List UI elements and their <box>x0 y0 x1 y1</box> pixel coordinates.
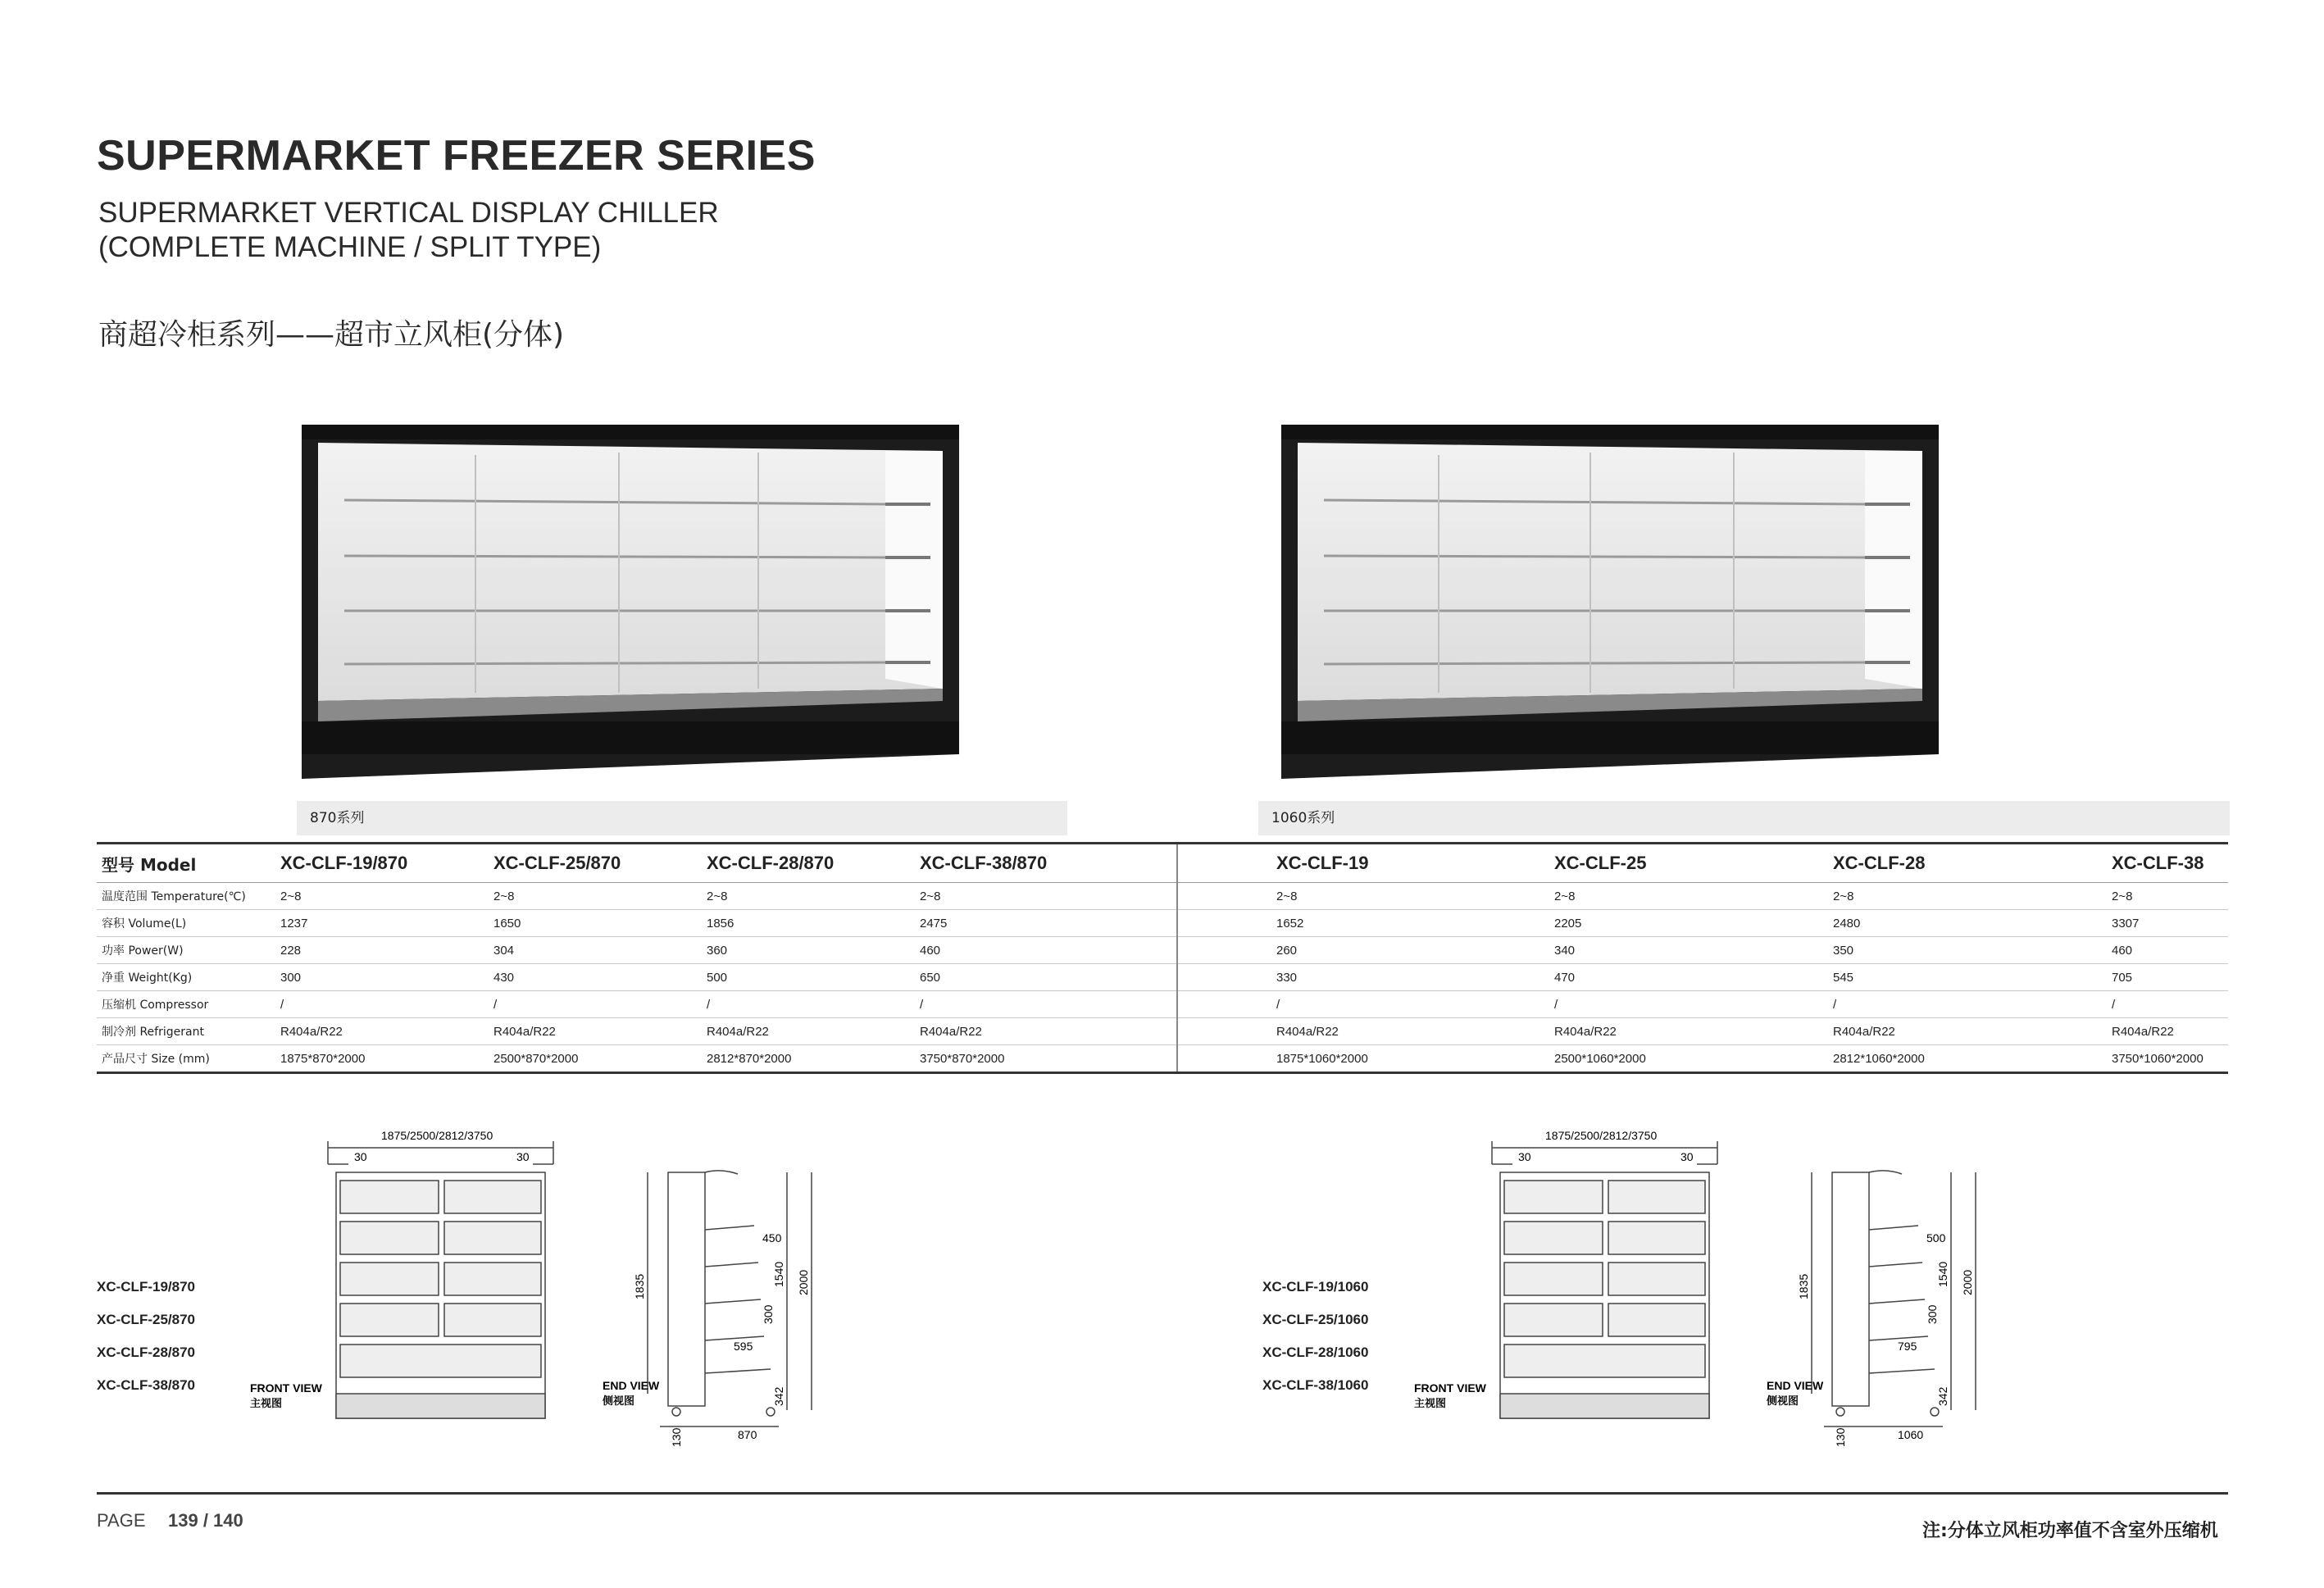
cell: 330 <box>1177 964 1456 991</box>
cell: / <box>1177 991 1456 1018</box>
cell: 3307 <box>2013 910 2228 937</box>
dim-inner-depth: 795 <box>1898 1340 1917 1353</box>
dim-h300: 300 <box>762 1304 775 1324</box>
dim-width-label: 1875/2500/2812/3750 <box>1545 1129 1658 1142</box>
end-view-label: END VIEW <box>1767 1379 1824 1392</box>
table-row-power <box>97 937 2228 964</box>
cell: XC-CLF-28 <box>1735 844 2013 883</box>
cell: 470 <box>1456 964 1735 991</box>
front-view-cn-label: 主视图 <box>1414 1397 1447 1409</box>
dim-h2000: 2000 <box>797 1269 810 1295</box>
cell: 1856 <box>702 910 915 937</box>
row-label-model: 型号 Model <box>97 844 275 883</box>
page-label: PAGE <box>97 1510 146 1531</box>
footer-divider <box>97 1492 2228 1495</box>
model-list-1060 <box>1262 1279 1368 1410</box>
model-label: XC-CLF-25/870 <box>97 1312 195 1327</box>
table-row-size <box>97 1045 2228 1073</box>
chinese-title: 商超冷柜系列——超市立风柜(分体) <box>98 318 565 352</box>
dim-margin-right: 30 <box>516 1150 530 1163</box>
front-view-label: FRONT VIEW <box>250 1381 322 1395</box>
cell: R404a/R22 <box>275 1018 489 1045</box>
cell: XC-CLF-38 <box>2013 844 2228 883</box>
series-bar-1060: 1060系列 <box>1258 801 2230 835</box>
cell: 500 <box>702 964 915 991</box>
cell: 2~8 <box>702 883 915 910</box>
cell: R404a/R22 <box>1456 1018 1735 1045</box>
model-list-870 <box>97 1279 195 1410</box>
dim-inner-depth: 595 <box>734 1340 753 1353</box>
cell: XC-CLF-19 <box>1177 844 1456 883</box>
cell: 2~8 <box>1177 883 1456 910</box>
technical-drawing-1060 <box>1410 1123 2033 1451</box>
cell: 2~8 <box>275 883 489 910</box>
cell: 2~8 <box>1735 883 2013 910</box>
subtitle-line-2: (COMPLETE MACHINE / SPLIT TYPE) <box>98 231 602 263</box>
cell: 1875*1060*2000 <box>1177 1045 1456 1073</box>
model-label: XC-CLF-38/1060 <box>1262 1377 1369 1393</box>
front-view-label: FRONT VIEW <box>1414 1381 1486 1395</box>
table-row-weight <box>97 964 2228 991</box>
cell: XC-CLF-19/870 <box>275 844 489 883</box>
row-label: 制冷剂 Refrigerant <box>97 1018 275 1045</box>
dim-h342: 342 <box>1936 1386 1949 1406</box>
cell: 430 <box>489 964 702 991</box>
dim-shelf-depth: 500 <box>1926 1231 1946 1244</box>
cell: 2500*1060*2000 <box>1456 1045 1735 1073</box>
cell: / <box>702 991 915 1018</box>
cell: XC-CLF-28/870 <box>702 844 915 883</box>
cell: 360 <box>702 937 915 964</box>
cell: R404a/R22 <box>702 1018 915 1045</box>
cell: 304 <box>489 937 702 964</box>
model-label: XC-CLF-25/1060 <box>1262 1312 1369 1327</box>
row-label: 功率 Power(W) <box>97 937 275 964</box>
cell: R404a/R22 <box>915 1018 1177 1045</box>
cell: 3750*870*2000 <box>915 1045 1177 1073</box>
cell: / <box>2013 991 2228 1018</box>
cell: R404a/R22 <box>489 1018 702 1045</box>
cell: XC-CLF-25/870 <box>489 844 702 883</box>
cell: 2~8 <box>915 883 1177 910</box>
page-title: SUPERMARKET FREEZER SERIES <box>97 132 816 180</box>
row-label: 压缩机 Compressor <box>97 991 275 1018</box>
cell: 460 <box>2013 937 2228 964</box>
dim-h342: 342 <box>772 1386 785 1406</box>
model-label: XC-CLF-19/1060 <box>1262 1279 1369 1295</box>
row-label: 净重 Weight(Kg) <box>97 964 275 991</box>
row-label: 产品尺寸 Size (mm) <box>97 1045 275 1073</box>
cell: 340 <box>1456 937 1735 964</box>
dim-total-depth: 1060 <box>1898 1428 1924 1441</box>
dim-h300: 300 <box>1926 1304 1939 1324</box>
end-view-cn-label: 侧视图 <box>1767 1395 1799 1407</box>
table-row-compressor <box>97 991 2228 1018</box>
cell: R404a/R22 <box>2013 1018 2228 1045</box>
cell: / <box>275 991 489 1018</box>
cell: / <box>1456 991 1735 1018</box>
dim-h1835: 1835 <box>1797 1273 1810 1299</box>
page-number: 139 / 140 <box>168 1510 243 1531</box>
dim-h130: 130 <box>1834 1427 1847 1447</box>
series-bar-870: 870系列 <box>297 801 1067 835</box>
product-image-1060 <box>1275 418 1947 787</box>
cell: XC-CLF-38/870 <box>915 844 1177 883</box>
dim-margin-right: 30 <box>1680 1150 1694 1163</box>
dim-h2000: 2000 <box>1961 1269 1974 1295</box>
cell: 1875*870*2000 <box>275 1045 489 1073</box>
cell: 545 <box>1735 964 2013 991</box>
cell: / <box>915 991 1177 1018</box>
table-row-volume <box>97 910 2228 937</box>
cell: 2~8 <box>1456 883 1735 910</box>
model-label: XC-CLF-19/870 <box>97 1279 195 1295</box>
end-view-labels <box>602 1231 810 1447</box>
cell: 350 <box>1735 937 2013 964</box>
cell: R404a/R22 <box>1735 1018 2013 1045</box>
model-label: XC-CLF-28/1060 <box>1262 1345 1369 1360</box>
cell: XC-CLF-25 <box>1456 844 1735 883</box>
table-row-model <box>97 844 2228 883</box>
dim-h130: 130 <box>670 1427 683 1447</box>
cell: 2500*870*2000 <box>489 1045 702 1073</box>
dim-margin-left: 30 <box>354 1150 367 1163</box>
cell: 1652 <box>1177 910 1456 937</box>
spec-table <box>97 842 2228 1074</box>
cell: 460 <box>915 937 1177 964</box>
dim-width-label: 1875/2500/2812/3750 <box>381 1129 493 1142</box>
cell: 2205 <box>1456 910 1735 937</box>
table-row-temperature <box>97 883 2228 910</box>
model-label: XC-CLF-38/870 <box>97 1377 195 1393</box>
dim-h1835: 1835 <box>633 1273 646 1299</box>
cell: / <box>1735 991 2013 1018</box>
dim-total-depth: 870 <box>738 1428 757 1441</box>
cell: / <box>489 991 702 1018</box>
cell: 300 <box>275 964 489 991</box>
cell: 2480 <box>1735 910 2013 937</box>
cell: 3750*1060*2000 <box>2013 1045 2228 1073</box>
dim-h1540: 1540 <box>1936 1261 1949 1287</box>
row-label: 温度范围 Temperature(℃) <box>97 883 275 910</box>
cell: 2475 <box>915 910 1177 937</box>
end-view-labels <box>1766 1231 1974 1447</box>
model-label: XC-CLF-28/870 <box>97 1345 195 1360</box>
cell: 2812*1060*2000 <box>1735 1045 2013 1073</box>
product-image-870 <box>295 418 967 787</box>
end-view-cn-label: 侧视图 <box>603 1395 635 1407</box>
cell: 1237 <box>275 910 489 937</box>
dim-shelf-depth: 450 <box>762 1231 782 1244</box>
dim-margin-left: 30 <box>1518 1150 1531 1163</box>
cell: 2~8 <box>2013 883 2228 910</box>
cell: 260 <box>1177 937 1456 964</box>
cell: 228 <box>275 937 489 964</box>
cell: 650 <box>915 964 1177 991</box>
cell: R404a/R22 <box>1177 1018 1456 1045</box>
end-view-label: END VIEW <box>603 1379 660 1392</box>
table-row-refrigerant <box>97 1018 2228 1045</box>
technical-drawing-870 <box>246 1123 869 1451</box>
cell: 1650 <box>489 910 702 937</box>
row-label: 容积 Volume(L) <box>97 910 275 937</box>
front-view-cn-label: 主视图 <box>250 1397 283 1409</box>
subtitle-line-1: SUPERMARKET VERTICAL DISPLAY CHILLER <box>98 197 719 229</box>
dim-h1540: 1540 <box>772 1261 785 1287</box>
cell: 705 <box>2013 964 2228 991</box>
cell: 2812*870*2000 <box>702 1045 915 1073</box>
cell: 2~8 <box>489 883 702 910</box>
footer-note: 注:分体立风柜功率值不含室外压缩机 <box>1922 1521 2218 1541</box>
